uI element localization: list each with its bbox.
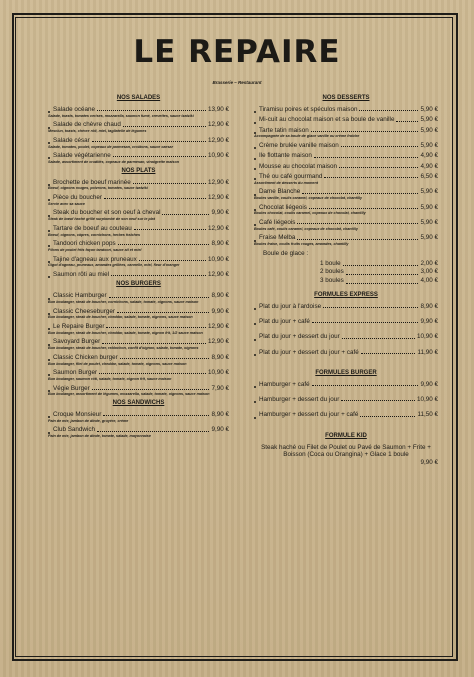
menu-item	[48, 194, 229, 206]
menu-item	[254, 381, 438, 388]
menu-item-row	[254, 303, 438, 310]
menu-item-row	[254, 318, 438, 325]
dot-leader	[106, 327, 206, 328]
menu-item	[254, 234, 438, 246]
menu-item-name: Croque Monsieur	[53, 410, 102, 418]
formules-express-list	[254, 303, 438, 356]
menu-item	[254, 349, 438, 356]
bullet-dot	[254, 339, 256, 341]
bullet-dot	[254, 323, 256, 325]
menu-item-price: 8,90 €	[211, 292, 229, 300]
menu-item	[48, 426, 229, 438]
menu-item-row	[48, 426, 229, 433]
dot-leader	[99, 373, 206, 374]
dot-leader	[139, 260, 206, 261]
menu-item-row	[48, 137, 229, 144]
menu-item	[48, 308, 229, 320]
boule-row	[254, 268, 438, 277]
menu-item	[48, 271, 229, 278]
menu-item-name: Tajine d'agneau aux pruneaux	[53, 255, 137, 263]
menu-item-description: Boules vanille, coulis caramel, copeaux de chocolat, chantilly	[254, 196, 362, 201]
menu-item-name: Café liégeois	[259, 219, 296, 227]
menu-item-name: Dame Blanche	[259, 188, 301, 196]
menu-item-row	[48, 323, 229, 330]
dot-leader	[118, 244, 210, 245]
menu-item	[48, 354, 229, 366]
menu-item	[48, 152, 229, 164]
menu-item-price: 12,90 €	[207, 224, 229, 232]
menu-item-row	[48, 209, 229, 216]
menu-item-row	[254, 381, 438, 388]
menu-item-price: 13,90 €	[207, 106, 229, 113]
menu-item-description: Servie avec sa sauce	[48, 201, 85, 206]
menu-item-description: Boules fraise, coulis fruits rouges, amandes, chantilly	[254, 242, 349, 247]
menu-item	[48, 225, 229, 237]
menu-item-description: Pilons de poulet frits façon tandoori, sauce ail et miel	[48, 247, 142, 252]
menu-item	[254, 142, 438, 149]
dot-leader	[342, 338, 415, 339]
menu-item-price: 9,90 €	[211, 307, 229, 315]
boule-price: 2,00 €	[420, 259, 438, 267]
menu-item-row	[48, 385, 229, 392]
menu-item-name: Steak du boucher et son oeuf à cheval	[53, 209, 161, 217]
menu-item-name: Plat du jour + café	[259, 317, 310, 325]
bullet-dot	[48, 230, 50, 232]
dot-leader	[117, 312, 210, 313]
menu-item-price: 5,90 €	[420, 126, 438, 134]
bullet-dot	[254, 417, 256, 419]
menu-item-row	[254, 411, 438, 418]
menu-item-description: Steak de bœuf haché grillé surplombé de son oeuf sur le plat	[48, 217, 155, 222]
menu-item-price: 5,90 €	[420, 116, 438, 124]
dot-leader	[102, 343, 206, 344]
menu-item-name: Tandoori chicken pops	[53, 240, 116, 248]
formule-kid-text: Steak haché ou Filet de Poulet ou Pavé de Saumon + Frite + Boisson (Coca ou Orangina) + Glace 1 boule	[261, 443, 431, 459]
menu-item-name: Crème brulée vanille maison	[259, 141, 339, 149]
menu-item-row	[254, 188, 438, 195]
menu-item-description: Boeuf, oignons, câpres, cornichons, herbes fraîches	[48, 232, 141, 237]
menu-item-name: Saumon rôti au miel	[53, 270, 109, 278]
menu-item-name: Chocolat liégeois	[259, 203, 307, 211]
menu-item-description: Bun boulanger, steak de boucher, cheddar, salade, tomate, oignons, sauce maison	[48, 315, 193, 320]
dot-leader	[109, 297, 210, 298]
menu-item-row	[48, 354, 229, 361]
dot-leader	[309, 208, 419, 209]
bullet-dot	[254, 158, 256, 160]
dot-leader	[111, 275, 206, 276]
menu-item	[254, 188, 438, 200]
menu-item-row	[48, 369, 229, 376]
menu-item-description: Assortiment de desserts du moment	[254, 180, 318, 185]
bullet-dot	[254, 354, 256, 356]
menu-item-price: 11,90 €	[417, 348, 438, 356]
menu-item-description: Bun boulanger, saumon rôti, salade, tomate, oignon frit, sauce maison	[48, 376, 172, 381]
menu-item-price: 10,90 €	[416, 333, 438, 341]
dot-leader	[359, 110, 418, 111]
restaurant-title: LE REPAIRE	[133, 34, 341, 70]
menu-item-price: 5,90 €	[420, 188, 438, 196]
dot-leader	[339, 167, 418, 168]
menu-item-row	[48, 106, 229, 113]
menu-item-name: Classic Hamburger	[53, 292, 107, 300]
menu-item	[48, 292, 229, 304]
left-column	[48, 95, 229, 442]
menu-item-price: 12,90 €	[207, 338, 229, 346]
dot-leader	[134, 229, 206, 230]
dot-leader	[323, 307, 418, 308]
menu-item-row	[254, 219, 438, 226]
menu-item-row	[48, 240, 229, 247]
dot-leader	[120, 358, 210, 359]
menu-item-price: 10,90 €	[207, 369, 229, 377]
menu-item-name: Savoyard Burger	[53, 338, 101, 346]
dot-leader	[297, 223, 418, 224]
menu-item-name: Hamburger + café	[259, 380, 310, 388]
menu-item-name: Plat du jour à l'ardoise	[259, 302, 322, 310]
menu-item	[48, 256, 229, 268]
menu-item-row	[254, 204, 438, 211]
menu-item-price: 12,90 €	[207, 193, 229, 201]
menu-item-row	[254, 173, 438, 180]
menu-item-price: 5,90 €	[420, 219, 438, 227]
menu-item-name: Saumon Burger	[53, 369, 98, 377]
dot-leader	[162, 214, 209, 215]
section-heading-formules-burger: FORMULES BURGER	[315, 369, 377, 376]
menu-item-price: 4,90 €	[420, 152, 438, 160]
menu-item-price: 6,50 €	[420, 172, 438, 180]
menu-item-price: 9,90 €	[420, 380, 438, 388]
menu-item-row	[254, 106, 438, 113]
menu-item-price: 12,90 €	[207, 136, 229, 144]
dot-leader	[312, 322, 419, 323]
menu-item-name: Fraise Melba	[259, 234, 296, 242]
menu-item-price: 5,90 €	[420, 203, 438, 211]
menu-item	[254, 204, 438, 216]
bullet-dot	[254, 401, 256, 403]
bullet-dot	[254, 122, 256, 124]
dot-leader	[97, 431, 209, 432]
dot-leader	[343, 260, 419, 267]
dot-leader	[360, 416, 415, 417]
menu-item	[48, 240, 229, 252]
menu-item-description: Salade, toasts, tomates cerises, mozzarella, saumon fumé, crevettes, sauce tzatziki	[48, 113, 194, 118]
bullet-dot	[254, 386, 256, 388]
formule-kid-price: 9,90 €	[420, 458, 438, 466]
bullet-dot	[254, 308, 256, 310]
dot-leader	[103, 415, 209, 416]
menu-item-name: Végie Burger	[53, 384, 90, 392]
dot-leader	[311, 131, 419, 132]
menu-item-row	[48, 225, 229, 232]
menu-item-name: Classic Cheeseburger	[53, 307, 115, 315]
menu-item-row	[254, 127, 438, 134]
menu-item	[254, 411, 438, 418]
menu-item-row	[254, 396, 438, 403]
dot-leader	[346, 277, 419, 284]
menu-item	[48, 385, 229, 397]
menu-item-price: 12,90 €	[207, 121, 229, 129]
boule-name: 2 boules	[320, 268, 344, 276]
desserts-list	[254, 106, 438, 247]
menu-item-price: 9,90 €	[211, 209, 229, 217]
section-heading-desserts: NOS DESSERTS	[322, 95, 370, 101]
menu-item-name: Plat du jour + dessert du jour + café	[259, 348, 359, 356]
menu-item-row	[48, 121, 229, 128]
menu-item	[48, 209, 229, 221]
bullet-dot	[254, 147, 256, 149]
menu-item-name: Salade océane	[53, 106, 96, 113]
restaurant-subtitle: Brasserie – Restaurant	[212, 80, 262, 85]
menu-item	[254, 127, 438, 139]
menu-item-row	[254, 116, 438, 123]
menu-item-price: 5,90 €	[420, 141, 438, 149]
menu-item-description: Mesclun, toasts, chèvre rôti, miel, tagliatelle de légumes	[48, 129, 147, 134]
dot-leader	[92, 141, 206, 142]
menu-item	[48, 411, 229, 423]
dot-leader	[396, 121, 418, 122]
menu-item-price: 5,90 €	[420, 234, 438, 242]
section-heading: NOS SALADES	[116, 95, 161, 101]
menu-item-description: Boules chocolat, coulis caramel, copeaux de chocolat, chantilly	[254, 211, 366, 216]
menu-item-name: Thé ou café gourmand	[259, 172, 323, 180]
menu-item-row	[48, 256, 229, 263]
menu-item	[254, 173, 438, 185]
menu-item-price: 12,90 €	[207, 270, 229, 278]
menu-item-description: Boeuf, oignons rouges, poivrons, tomates, sauce tzatziki	[48, 186, 148, 191]
boules-list	[254, 260, 438, 286]
menu-item-price: 12,90 €	[207, 178, 229, 186]
dot-leader	[302, 193, 418, 194]
dot-leader	[97, 110, 206, 111]
menu-item	[48, 323, 229, 335]
menu-item-name: Tarte tatin maison	[259, 126, 309, 134]
menu-item-row	[254, 349, 438, 356]
menu-item-name: Pièce du boucher	[53, 193, 103, 201]
menu-item-description: Bun boulanger, filet de poulet, cheddar, salade, tomate, oignons, sauce maison	[48, 361, 187, 366]
menu-item-description: Bun boulanger, assortiment de légumes, mozzarella, salade, tomate, oignons, sauce maison	[48, 392, 210, 397]
menu-item-price: 7,90 €	[211, 384, 229, 392]
menu-item-price: 11,50 €	[417, 411, 438, 419]
menu-item-row	[48, 271, 229, 278]
menu-item	[48, 179, 229, 191]
menu-item	[48, 338, 229, 350]
menu-item	[254, 152, 438, 159]
section-heading: NOS BURGERS	[116, 281, 161, 288]
menu-item-row	[48, 338, 229, 345]
menu-item-row	[254, 163, 438, 170]
menu-item-price: 10,90 €	[207, 152, 229, 160]
menu-item-row	[254, 152, 438, 159]
dot-leader	[361, 353, 416, 354]
menu-item-price: 8,90 €	[211, 410, 229, 418]
boule-price: 3,00 €	[420, 268, 438, 276]
menu-item	[48, 121, 229, 133]
menu-item-row	[48, 194, 229, 201]
formules-burger-list	[254, 381, 438, 419]
dot-leader	[341, 146, 419, 147]
menu-item-description: Bun boulanger, steak de boucher, cheddar, salade, tomate, oignon frit, 1/2 sauce maison	[48, 330, 203, 335]
menu-item	[48, 369, 229, 381]
boule-row	[254, 277, 438, 286]
menu-item-row	[48, 152, 229, 159]
menu-item-row	[254, 142, 438, 149]
bullet-dot	[254, 111, 256, 113]
dot-leader	[92, 389, 210, 390]
right-column	[254, 95, 438, 466]
menu-item-name: Salade césar	[53, 136, 90, 144]
menu-item	[254, 396, 438, 403]
menu-item	[254, 333, 438, 340]
menu-item-row	[254, 333, 438, 340]
menu-item-name: Club Sandwich	[53, 426, 96, 434]
section-heading: NOS PLATS	[121, 167, 156, 174]
menu-item-description: Pain de mie, jambon de dinde, gruyère, crème	[48, 418, 129, 423]
menu-item-name: Tartare de boeuf au couteau	[53, 224, 132, 232]
menu-item-price: 5,90 €	[420, 106, 438, 113]
menu-item	[48, 137, 229, 149]
menu-item-row	[48, 308, 229, 315]
menu-item-price: 12,90 €	[207, 322, 229, 330]
menu-item-row	[254, 234, 438, 241]
dot-leader	[104, 198, 206, 199]
menu-item-description: Bun boulanger, steak de boucher, cornichons, salade, tomate, oignons, sauce maison	[48, 300, 199, 304]
menu-item	[254, 318, 438, 325]
menu-item-price: 4,90 €	[420, 162, 438, 170]
dot-leader	[113, 156, 206, 157]
menu-item-description: Salade, tomates, poulet, copeaux de parmesan, croûtons, sauce caesar	[48, 144, 174, 149]
dot-leader	[314, 157, 419, 158]
boule-row	[254, 260, 438, 269]
section-heading: NOS SANDWICHS	[112, 399, 165, 406]
menu-item	[254, 116, 438, 123]
menu-item-description: Salade, assortiment de crudités, copeaux de parmesan, vinaigrette maison	[48, 159, 179, 164]
menu-item-price: 8,90 €	[420, 302, 438, 310]
menu-item-row	[48, 411, 229, 418]
bullet-dot	[48, 276, 50, 278]
menu-item-name: Hamburger + dessert du jour + café	[259, 411, 359, 419]
menu-item	[48, 106, 229, 118]
section-heading-formule-kid: FORMULE KID	[325, 432, 367, 439]
menu-item-price: 10,90 €	[416, 396, 438, 404]
menu-item-name: Brochette de boeuf marinée	[53, 178, 131, 186]
dot-leader	[346, 268, 419, 275]
boule-name: 1 boule	[320, 259, 341, 267]
menu-item	[254, 163, 438, 170]
menu-item-name: Le Repaire Burger	[53, 322, 105, 330]
menu-item-price: 9,90 €	[211, 426, 229, 434]
menu-item-description: Bun boulanger, steak de boucher, reblochon, confit d'oignon, salade, tomate, oignons	[48, 346, 199, 351]
menu-item-price: 9,90 €	[420, 317, 438, 325]
dot-leader	[312, 385, 419, 386]
menu-item-description: Boules café, coulis caramel, copeaux de chocolat, chantilly	[254, 226, 358, 231]
menu-item-description: Gigot d'agneau, pruneaux, amandes grillées, cannelle, miel, fleur d'oranger	[48, 263, 180, 268]
menu-item-price: 8,90 €	[211, 240, 229, 248]
menu-item-name: Classic Chicken burger	[53, 353, 118, 361]
bullet-dot	[254, 168, 256, 170]
menu-item-description: Pain de mie, jambon de dinde, tomate, salade, mayonnaise	[48, 434, 151, 439]
menu-item-row	[48, 292, 229, 299]
menu-item-row	[48, 179, 229, 186]
dot-leader	[341, 400, 415, 401]
dot-leader	[297, 239, 418, 240]
menu-item-name: Mi-cuit au chocolat maison et sa boule de vanille	[259, 116, 395, 124]
menu-item-name: Salade de chèvre chaud	[53, 121, 121, 129]
menu-item	[254, 219, 438, 231]
boule-price: 4,00 €	[420, 277, 438, 285]
section-heading-formules-express: FORMULES EXPRESS	[314, 291, 378, 298]
menu-item-price: 10,90 €	[207, 255, 229, 263]
menu-item-name: Hamburger + dessert du jour	[259, 396, 340, 404]
menu-item-price: 8,90 €	[211, 353, 229, 361]
dot-leader	[133, 183, 206, 184]
menu-item-name: Ile flottante maison	[259, 152, 312, 160]
dot-leader	[123, 126, 206, 127]
menu-item-name: Plat du jour + dessert du jour	[259, 333, 340, 341]
boules-label: Boule de glace :	[263, 249, 309, 257]
dot-leader	[324, 177, 418, 178]
menu-item-description: Accompagnée de sa boule de glace vanille ou crème fraîche	[254, 134, 360, 139]
menu-item-name: Mousse au chocolat maison	[259, 162, 338, 170]
menu-item-name: Salade végétarienne	[53, 152, 111, 160]
menu-item	[254, 303, 438, 310]
menu-item-name: Tiramisu poires et spéculos maison	[259, 106, 358, 113]
menu-item	[254, 106, 438, 113]
boule-name: 3 boules	[320, 277, 344, 285]
